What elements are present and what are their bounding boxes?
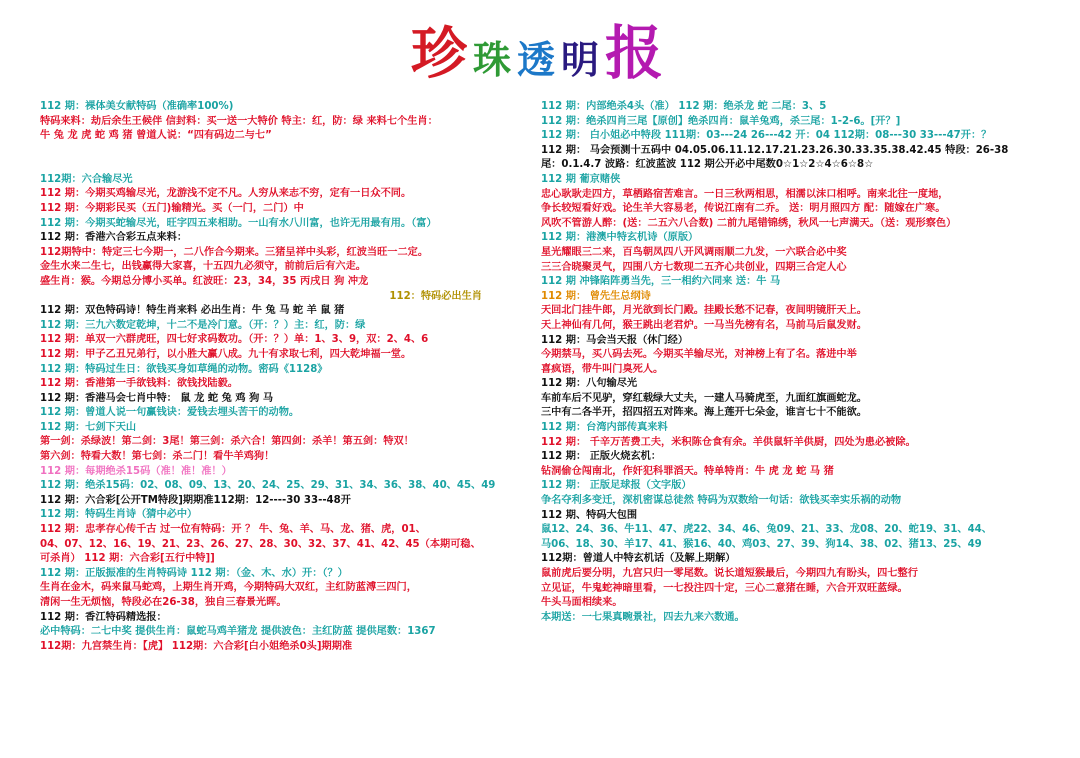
right-text-line: 三三合晓聚灵气，四围八方七数现二五齐心共创业，四期三合定人心 bbox=[541, 261, 847, 273]
left-text-line: 112 期：三九六数定乾坤，十二不是冷门意。（开：？）主：红，防：绿 bbox=[40, 319, 366, 331]
left-text-line: 112 期：今期彩民买（五门)输精光。买（一门，二门）中 bbox=[40, 202, 304, 214]
right-text-line: 112 期：马会当天报（休门经） bbox=[541, 334, 689, 346]
left-text-line: 可杀肖） 112 期：六合彩[五行中特]] bbox=[40, 553, 215, 565]
left-column bbox=[40, 100, 510, 654]
right-text-line: 112 期： 白小姐必中特段 111期：03---24 26---42 开：04 112期：08---30 33---47开：？ bbox=[541, 130, 992, 142]
left-text-line: 112 期：六合彩[公开TM特段]期期准112期：12----30 33--48开 bbox=[40, 494, 351, 506]
left-text-line: 112 期：双色特码诗！特生肖来料 必出生肖：牛 兔 马 蛇 羊 鼠 猪 bbox=[40, 305, 345, 317]
masthead-char: 透 bbox=[516, 37, 561, 82]
right-text-line: 112 期 冲锋陷阵勇当先，三一相约六同来 送：牛 马 bbox=[541, 276, 781, 288]
left-text-line: 特码来料：劫后余生王候伴 信封料：买一送一大特价 特主：红，防：绿 来料七个生肖： bbox=[40, 115, 438, 127]
right-text-line: 星光耀眼三二来，百鸟朝凤四八开风调雨顺二九发，一六联合必中奖 bbox=[541, 246, 847, 258]
masthead-char: 珍 bbox=[410, 21, 473, 87]
right-text-line: 尾：0.1.4.7 波路：红波蓝波 112 期公开必中尾数0☆1☆2☆4☆6☆8☆ bbox=[541, 159, 874, 171]
left-text-line: 112 期：绝杀15码：02、08、09、13、20、24、25、29、31、34、36、38、40、45、49 bbox=[40, 480, 496, 492]
right-text-line: 立见证，牛鬼蛇神暗里看，一七投注四十定，三心二意猪在睡，六合开双旺蓝绿。 bbox=[541, 582, 908, 594]
right-text-line: 112 期：八句输尽光 bbox=[541, 378, 638, 390]
left-text-line: 112 期：正版振准的生肖特码诗 112 期：（金、木、水）开：（？） bbox=[40, 567, 348, 579]
right-text-line: 牛头马面相续来。 bbox=[541, 597, 623, 609]
masthead-char: 报 bbox=[605, 19, 670, 87]
right-text-line: 钻洞偷仓闯南北，作奸犯科罪滔天。特单特肖：牛 虎 龙 蛇 马 猪 bbox=[541, 465, 834, 477]
left-text-line: 04、07、12、16、19、21、23、26、27、28、30、32、37、41、42、45（本期可稳、 bbox=[40, 538, 481, 550]
right-text-line: 112 期： 马会预测十五码中 04.05.06.11.12.17.21.23.26.30.33.35.38.42.45 特段：26-38 bbox=[541, 144, 1009, 156]
right-text-line: 112期：曾道人中特玄机话（及解上期解） bbox=[541, 553, 736, 565]
right-text-line: 马06、18、30、羊17、41、猴16、40、鸡03、27、39、狗14、38、02、猪13、25、49 bbox=[541, 538, 982, 550]
left-text-line: 112 期：忠孝存心传千古 过一位有特码：开 ？ 牛、兔、羊、马、龙、猪、虎，01、 bbox=[40, 524, 426, 536]
masthead-char: 明 bbox=[561, 37, 606, 82]
left-text-line: 第一剑：杀绿波！第二剑：3尾！第三剑：杀六合！第四剑：杀羊！第五剑：特双！ bbox=[40, 436, 414, 448]
left-text-line: 必中特码：二七中奖 提供生肖：鼠蛇马鸡羊猪龙 提供波色：主红防蓝 提供尾数：1367 bbox=[40, 626, 436, 638]
right-text-line: 天上神仙有几何，猴王跳出老君炉。一马当先榜有名，马前马后鼠发财。 bbox=[541, 319, 867, 331]
left-text-line: 112 期：每期绝杀15码（准！准！准！） bbox=[40, 465, 232, 477]
right-text-line: 112 期： 曾先生总纲诗 bbox=[541, 290, 651, 302]
right-text-line: 三中有二各半开，招四招五对阵来。海上莲开七朵金，谁言七十不能欲。 bbox=[541, 407, 867, 419]
left-text-line: 112 期：香港第一手欲钱料：欲钱找陆毅。 bbox=[40, 378, 238, 390]
left-text-line: 112 期：特码过生日：欲钱买身如草绳的动物。密码《1128》 bbox=[40, 363, 328, 375]
left-text-line: 112 期：七剑下天山 bbox=[40, 421, 137, 433]
right-text-line: 鼠前虎后要分明，九宫只归一零尾数。说长道短猴最后，今期四九有盼头，四七整行 bbox=[541, 568, 918, 579]
right-text-line: 112 期： 正版火烧玄机： bbox=[541, 451, 662, 463]
right-text-line: 112 期：内部绝杀4头（准） 112 期：绝杀龙 蛇 二尾：3、5 bbox=[541, 101, 827, 112]
right-text-line: 112 期：台湾内部传真来料 bbox=[541, 422, 668, 434]
left-text-line: 112 期：香港马会七肖中特： 鼠 龙 蛇 兔 鸡 狗 马 bbox=[40, 392, 274, 404]
right-text-line: 112 期：港澳中特玄机诗（原版） bbox=[541, 232, 699, 244]
right-text-line: 今期禁马，买八码去死。今期买羊输尽光，对神榜上有了名。落进中举 bbox=[541, 349, 857, 361]
left-text-line: 牛 兔 龙 虎 蛇 鸡 猪 曾道人说：“四有码边二与七” bbox=[40, 130, 272, 142]
left-text-line: 112 期：甲子乙丑兄弟行，以小胜大赢八成。九十有求取七利，四大乾坤福一堂。 bbox=[40, 348, 412, 360]
masthead-char: 珠 bbox=[472, 37, 517, 82]
right-text-line: 天回北门挂牛郎，月光欲到长门殿。挂殿长愁不记春，夜间明镜肝天上。 bbox=[541, 305, 867, 317]
left-text-line: 112 期：特码生肖诗（猜中必中） bbox=[40, 509, 198, 521]
right-text-line: 112 期： 千辛万苦费工夫，米积陈仓食有余。羊供鼠轩羊供厨，四处为患必被除。 bbox=[541, 436, 916, 448]
right-text-line: 争长较短看好戏。论生羊大容易老，传说江南有二乔。 送：明月照四方 配：随嫁在广寒。 bbox=[541, 203, 946, 215]
left-text-line: 112 期：曾道人说一句赢钱诀：爱钱去埋头苦干的动物。 bbox=[40, 407, 300, 419]
left-text-line: 盛生肖：猴。今期总分博小买单。红波旺：23，34，35 丙戌日 狗 冲龙 bbox=[40, 275, 369, 287]
right-text-line: 车前车后不见驴，穿红载绿大丈夫，一建人马骑虎至，九面红旗画蛇龙。 bbox=[541, 392, 867, 404]
left-text-line: 112：特码必出生肖 bbox=[389, 290, 482, 302]
left-text-line: 112 期：单双一六群虎旺，四七好求码数功。（开：？）单：1、3、9，双：2、4、6 bbox=[40, 334, 429, 346]
right-text-line: 112 期：绝杀四肖三尾【原创】绝杀四肖：鼠羊兔鸡，杀三尾：1-2-6。[开？] bbox=[541, 115, 901, 127]
spacer bbox=[40, 144, 510, 173]
right-text-line: 鼠12、24、36、牛11、47、虎22、34、46、兔09、21、33、龙08、20、蛇19、31、44、 bbox=[541, 524, 992, 536]
masthead-title bbox=[0, 18, 1080, 88]
left-text-line: 金生水来二生七，出钱赢得大家喜，十五四九必须守，前前后后有六走。 bbox=[40, 261, 366, 273]
right-text-line: 忠心耿耿走四方，草栖路宿苦难言。一日三秋两相思，相濡以沫口相呼。南来北往一度地， bbox=[541, 188, 949, 200]
right-text-line: 风吹不管游人醉：(送：二五六八合数) 二前九尾错锦绣，秋风一七声满天。（送：观形察色） bbox=[541, 217, 957, 229]
right-text-line: 112 期： 正版足球报（文字版） bbox=[541, 480, 692, 492]
right-column bbox=[541, 100, 1071, 625]
right-text-line: 本期送：一七果真畹景社，四去九来六数通。 bbox=[541, 611, 745, 623]
right-text-line: 112 期、特码大包围 bbox=[541, 509, 638, 521]
left-text-line: 112 期：今期买鸡输尽光，龙游浅不定不凡。人穷从来志不穷，定有一日众不同。 bbox=[40, 188, 412, 200]
left-text-line: 112期特中：特定三七今期一，二八作合今期来。三猪呈祥中头彩，红波当旺一二定。 bbox=[40, 246, 429, 258]
left-text-line: 清闲一生无烦恼，特段必在26-38，独自三春景光晖。 bbox=[40, 597, 287, 608]
left-text-line: 112 期：今期买蛇输尽光，旺字四五来相助。一山有水八川富，也许无用最有用。（富） bbox=[40, 217, 437, 229]
right-text-line: 112 期 葡京赌侠 bbox=[541, 173, 621, 185]
left-text-line: 112 期：裸体美女献特码（准确率100%) bbox=[40, 101, 234, 112]
left-text-line: 生肖在金木，码来鼠马蛇鸡，上期生肖开鸡，今期特码大双红，主红防蓝溥三四门， bbox=[40, 582, 417, 594]
left-text-line: 112 期：香港六合彩五点来料： bbox=[40, 232, 188, 244]
left-text-line: 112期：六合输尽光 bbox=[40, 173, 133, 185]
left-text-line: 112期：九宫禁生肖：【虎】 112期：六合彩[白小姐绝杀0头]期期准 bbox=[40, 640, 353, 652]
right-text-line: 喜疯语，带牛叫门臭死人。 bbox=[541, 363, 664, 375]
left-text-line: 第六剑：特看大数！第七剑：杀二门！看牛羊鸡狗！ bbox=[40, 451, 275, 463]
left-text-line: 112 期：香江特码精选报： bbox=[40, 611, 167, 623]
right-text-line: 争名夺利多变迁，深机密谋总徒然 特码为双数给一句话：欲钱买幸实乐祸的动物 bbox=[541, 495, 902, 507]
